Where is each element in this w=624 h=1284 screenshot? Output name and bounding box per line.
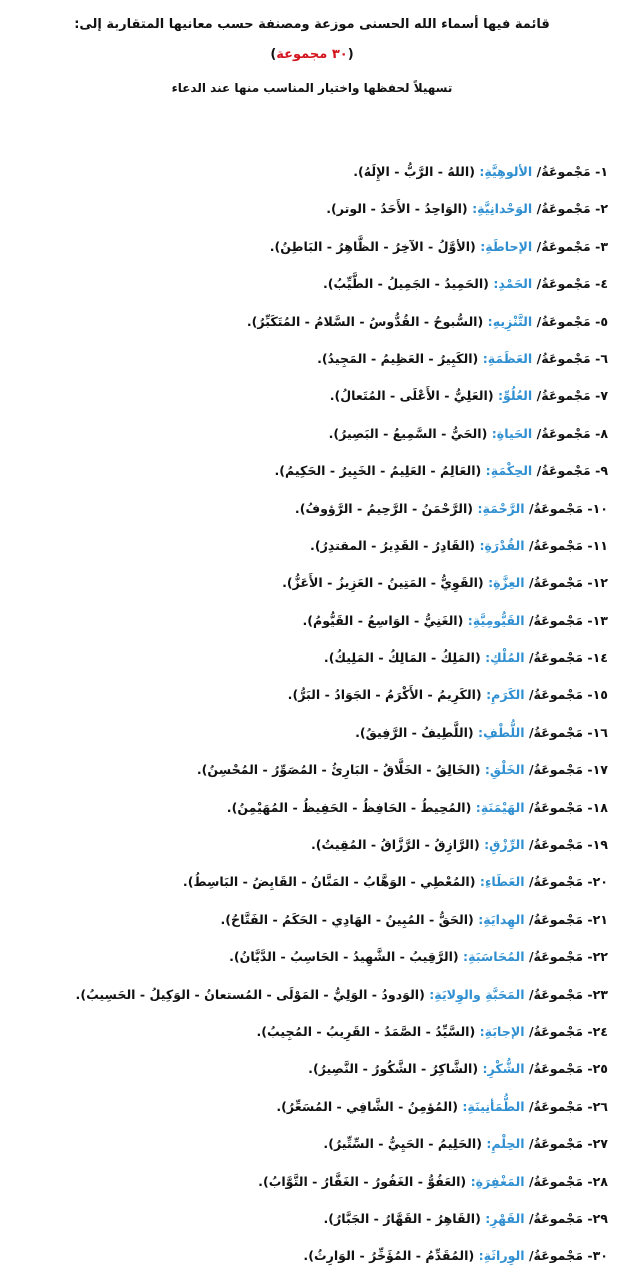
group-number: ٩-	[595, 463, 608, 479]
group-item	[0, 461, 624, 498]
group-names: (الكَبِيرُ - العَظِيمُ - المَجِيدُ).	[317, 350, 479, 366]
group-item	[0, 349, 624, 386]
group-names: (الحَلِيمُ - الحَيِيُّ - السِّتِّيرُ).	[323, 1136, 482, 1152]
group-names: (القَاهِرُ - القَهَّارُ - الجَبَّارُ).	[323, 1210, 481, 1226]
group-topic: العَطَاءِ:	[479, 874, 525, 890]
group-label: مَجْموعَةُ/	[528, 1210, 583, 1226]
group-label: مَجْموعَةُ/	[528, 837, 583, 853]
group-topic: العَظَمَةِ:	[482, 350, 533, 366]
group-names: (القَادِرُ - القَدِيرُ - المقتدِرُ).	[310, 537, 476, 553]
group-names: (المُعْطِي - الوَهَّابُ - المَنَّانُ - القَابِضُ - البَاسِطُ).	[182, 874, 476, 890]
group-number: ١٤-	[587, 650, 608, 666]
group-number: ١٠-	[587, 500, 608, 516]
group-names: (العَالِمُ - العَلِيمُ - الخَبِيرُ - الحَكِيمُ).	[274, 463, 482, 479]
group-names: (الوَاحِدُ - الأَحَدُ - الوتر).	[326, 201, 468, 217]
group-number: ٢٣-	[587, 986, 608, 1002]
intro-line: قائمة فيها أسماء الله الحسنى موزعة ومصنفة حسب معانيها المتقاربة إلى:	[74, 17, 550, 32]
group-item	[0, 1059, 624, 1096]
group-names: (الرَّازِقُ - الرَّزَّاقُ - المُقِيتُ).	[310, 837, 480, 853]
group-number: ٦-	[595, 350, 608, 366]
group-names: (الكَرِيمُ - الأَكْرَمُ - الجَوَادُ - البَرُّ).	[287, 687, 482, 703]
group-item	[0, 274, 624, 311]
group-label: مَجْموعَةُ/	[528, 949, 583, 965]
group-item	[0, 1172, 624, 1209]
group-topic: الوَحْدانِيَّةِ:	[472, 201, 533, 217]
group-label: مَجْموعَةُ/	[536, 276, 591, 292]
group-topic: الحَياةِ:	[491, 425, 533, 441]
group-topic: التَّنْزِيهِ:	[487, 313, 533, 329]
group-number: ٢٧-	[587, 1136, 608, 1152]
group-topic: اللُّطْفِ:	[478, 724, 525, 740]
group-item	[0, 985, 624, 1022]
group-number: ٢٥-	[587, 1061, 608, 1077]
group-number: ١٩-	[587, 837, 608, 853]
group-names: (العَفُوُّ - الغَفُورُ - الغَفَّارُ - التَّوَّابُ).	[258, 1173, 467, 1189]
group-item	[0, 1097, 624, 1134]
group-topic: القَهْرِ:	[485, 1210, 525, 1226]
group-number: ١٧-	[587, 762, 608, 778]
group-label: مَجْموعَةُ/	[536, 201, 591, 217]
group-number: ٢٢-	[587, 949, 608, 965]
group-topic: الحَمْدِ:	[493, 276, 533, 292]
group-names: (المُؤمِنُ - الشَّافِي - المُسَعِّرُ).	[276, 1098, 458, 1114]
group-label: مَجْموعَةُ/	[528, 911, 583, 927]
group-count: ٣٠ مجموعة	[276, 47, 348, 62]
group-topic: الوِراثَةِ:	[478, 1248, 525, 1264]
group-label: مَجْموعَةُ/	[528, 986, 583, 1002]
group-names: (الرَّحْمَنُ - الرَّحِيمُ - الرَّؤوفُ).	[294, 500, 474, 516]
group-item	[0, 872, 624, 909]
group-number: ١٨-	[587, 799, 608, 815]
group-label: مَجْموعَةُ/	[528, 1136, 583, 1152]
group-item	[0, 499, 624, 536]
group-names: (الوَدودُ - الوَلِيُّ - المَوْلَى - المُستعانُ - الوَكِيلُ - الحَسِيبُ).	[75, 986, 425, 1002]
group-label: مَجْموعَةُ/	[528, 799, 583, 815]
group-names: (المَلِكُ - المَالِكُ - المَلِيكُ).	[323, 650, 481, 666]
group-label: مَجْموعَةُ/	[528, 500, 583, 516]
groups-list	[0, 162, 624, 1284]
group-item	[0, 835, 624, 872]
group-number: ٢١-	[587, 911, 608, 927]
purpose-line: تسهيلاً لحفظها واختيار المناسب منها عند الدعاء	[171, 81, 453, 95]
group-label: مَجْموعَةُ/	[536, 313, 591, 329]
group-item	[0, 910, 624, 947]
group-names: (الشَّاكِرُ - الشَّكُورُ - النَّصِيرُ).	[308, 1061, 479, 1077]
group-names: (المُحِيطُ - الحَافِظُ - الحَفِيظُ - المُهَيْمِنُ).	[226, 799, 472, 815]
group-names: (الحَيُّ - السَّمِيعُ - البَصِيرُ).	[328, 425, 488, 441]
group-topic: العِزَّةِ:	[488, 575, 525, 591]
group-number: ٢٠-	[587, 874, 608, 890]
group-label: مَجْموعَةُ/	[528, 1248, 583, 1264]
group-number: ٢٦-	[587, 1098, 608, 1114]
group-names: (المُقَدِّمُ - المُؤَخِّرُ - الوَارِثُ).	[303, 1248, 475, 1264]
group-names: (السُّبوحُ - القُدُّوسُ - السَّلامُ - المُتَكَبِّرُ).	[246, 313, 484, 329]
group-label: مَجْموعَةُ/	[528, 650, 583, 666]
group-topic: الكَرَمِ:	[486, 687, 525, 703]
group-names: (السَّيِّدُ - الصَّمَدُ - القَرِيبُ - المُجِيبُ).	[256, 1023, 476, 1039]
group-number: ١٥-	[587, 687, 608, 703]
group-topic: القُدْرَةِ:	[479, 537, 525, 553]
group-topic: العُلُوِّ:	[498, 388, 533, 404]
group-number: ١-	[595, 164, 608, 179]
group-number: ٢٩-	[587, 1210, 608, 1226]
group-topic: الشُّكْرِ:	[482, 1061, 525, 1077]
group-item	[0, 611, 624, 648]
group-topic: الإجابَةِ:	[479, 1023, 525, 1039]
group-topic: المُلْكِ:	[485, 650, 525, 666]
paren-close: )	[270, 47, 277, 62]
group-number: ٥-	[595, 313, 608, 329]
group-number: ٢٨-	[587, 1173, 608, 1189]
group-label: مَجْموعَةُ/	[528, 1061, 583, 1077]
group-names: (اللهُ - الرَّبُّ - الإِلَهُ).	[353, 164, 475, 179]
group-count-line	[0, 44, 624, 66]
group-label: مَجْموعَةُ/	[528, 724, 583, 740]
group-label: مَجْموعَةُ/	[528, 762, 583, 778]
group-item	[0, 573, 624, 610]
group-item	[0, 1134, 624, 1171]
group-number: ٢٤-	[587, 1023, 608, 1039]
group-label: مَجْموعَةُ/	[528, 1023, 583, 1039]
group-label: مَجْموعَةُ/	[536, 350, 591, 366]
group-label: مَجْموعَةُ/	[528, 575, 583, 591]
group-item	[0, 760, 624, 797]
group-number: ٤-	[595, 276, 608, 292]
document-header	[0, 0, 624, 98]
group-names: (العَلِيُّ - الأَعْلَى - المُتَعالُ).	[329, 388, 494, 404]
group-names: (الأوَّلُ - الآخِرُ - الظَّاهِرُ - البَاطِنُ).	[269, 238, 476, 254]
group-item	[0, 237, 624, 274]
group-label: مَجْموعَةُ/	[528, 537, 583, 553]
group-topic: الهِدايَةِ:	[478, 911, 525, 927]
group-item	[0, 424, 624, 461]
group-topic: الرِّزْقِ:	[484, 837, 525, 853]
group-number: ٣٠-	[587, 1248, 608, 1264]
group-item	[0, 798, 624, 835]
group-item	[0, 648, 624, 685]
group-label: مَجْموعَةُ/	[536, 164, 591, 179]
group-topic: الإحاطَةِ:	[480, 238, 533, 254]
group-label: مَجْموعَةُ/	[528, 1098, 583, 1114]
group-topic: القَيُّومِيَّةِ:	[467, 612, 525, 628]
group-label: مَجْموعَةُ/	[536, 425, 591, 441]
group-names: (القَوِيُّ - المَتِينُ - العَزِيزُ - الأَعَزُّ).	[282, 575, 484, 591]
paren-open: (	[347, 47, 354, 62]
group-item	[0, 536, 624, 573]
group-names: (الرَّقِيبُ - الشَّهِيدُ - الحَاسِبُ - الدَّيَّانُ).	[229, 949, 459, 965]
group-names: (الحَمِيدُ - الجَمِيلُ - الطَّيِّبُ).	[322, 276, 489, 292]
group-item	[0, 312, 624, 349]
group-number: ٣-	[595, 238, 608, 254]
group-topic: الألوهِيَّةِ:	[479, 164, 533, 179]
group-label: مَجْموعَةُ/	[528, 1173, 583, 1189]
group-number: ١٢-	[587, 575, 608, 591]
group-label: مَجْموعَةُ/	[528, 612, 583, 628]
group-label: مَجْموعَةُ/	[536, 463, 591, 479]
group-item	[0, 685, 624, 722]
group-number: ٧-	[595, 388, 608, 404]
group-label: مَجْموعَةُ/	[528, 687, 583, 703]
group-topic: الحِلْمِ:	[486, 1136, 525, 1152]
group-topic: الطُّمَأنِينَةِ:	[462, 1098, 525, 1114]
group-item	[0, 1209, 624, 1246]
group-item	[0, 723, 624, 760]
group-item	[0, 1246, 624, 1283]
group-number: ٨-	[595, 425, 608, 441]
group-topic: الحِكْمَةِ:	[485, 463, 533, 479]
group-number: ٢-	[595, 201, 608, 217]
group-topic: الخَلْقِ:	[484, 762, 525, 778]
group-item	[0, 1022, 624, 1059]
group-names: (الغَنِيُّ - الوَاسِعُ - القَيُّومُ).	[302, 612, 464, 628]
group-topic: المَغْفِرَةِ:	[470, 1173, 525, 1189]
group-label: مَجْموعَةُ/	[536, 238, 591, 254]
group-number: ١٦-	[587, 724, 608, 740]
group-topic: المَحَبَّةِ والوِلايَةِ:	[429, 986, 525, 1002]
group-topic: الرَّحْمَةِ:	[477, 500, 525, 516]
group-number: ١١-	[587, 537, 608, 553]
group-item	[0, 947, 624, 984]
group-names: (الحَقُّ - المُبِينُ - الهَادِي - الحَكَمُ - الفَتَّاحُ).	[220, 911, 474, 927]
group-label: مَجْموعَةُ/	[536, 388, 591, 404]
group-topic: الهَيْمَنَةِ:	[475, 799, 525, 815]
group-label: مَجْموعَةُ/	[528, 874, 583, 890]
group-names: (اللَّطِيفُ - الرَّفِيقُ).	[355, 724, 474, 740]
group-number: ١٣-	[587, 612, 608, 628]
group-topic: المُحَاسَبَةِ:	[463, 949, 525, 965]
group-names: (الخَالِقُ - الخَلَّاقُ - البَارِئُ - المُصَوِّرُ - المُحْسِنُ).	[196, 762, 481, 778]
group-item	[0, 386, 624, 423]
group-item	[0, 199, 624, 236]
group-item	[0, 162, 624, 199]
